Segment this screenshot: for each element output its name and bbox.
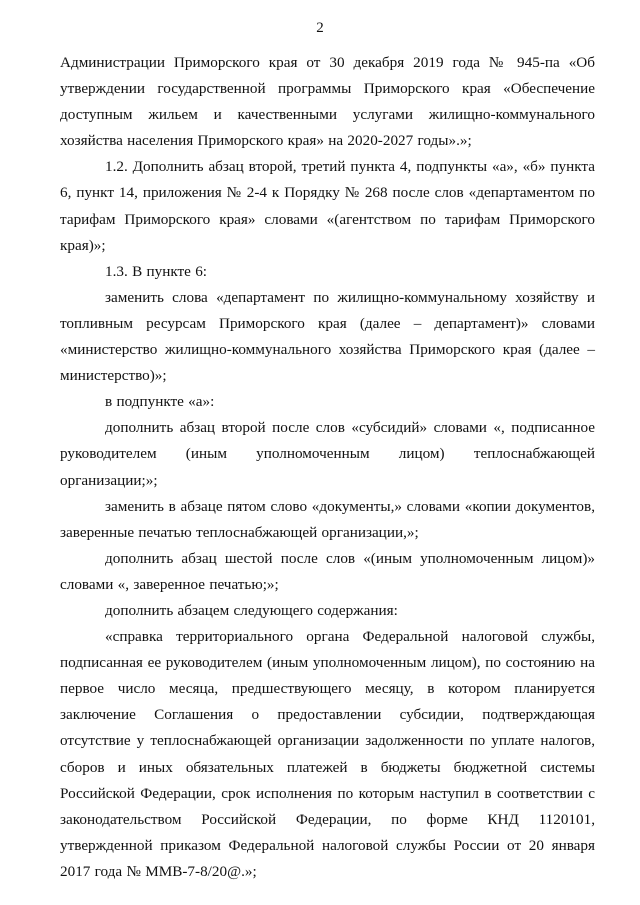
paragraph-continuation: Администрации Приморского края от 30 декабря 2019 года № 945-па «Об утверждении государственной программы Приморского края «Обеспечение доступным жильем и качественными услугами жилищно-коммунального хозяйства населения Приморского края» на 2020-2027 годы».»; — [60, 54, 595, 150]
paragraph-amend-second: дополнить абзац второй после слов «субсидий» словами «, подписанное руководителем (иным уполномоченным лицом) теплоснабжающей организации;»; — [60, 419, 595, 489]
page-number: 2 — [316, 20, 324, 36]
paragraph-item-1-2: 1.2. Дополнить абзац второй, третий пункта 4, подпункты «а», «б» пункта 6, пункт 14, приложения № 2-4 к Порядку № 268 после слов «департаментом по тарифам Приморского края» словами «(агентством по тарифам Приморского края)»; — [60, 158, 595, 254]
paragraph-item-1-3: 1.3. В пункте 6: — [105, 262, 208, 280]
paragraph-subpoint-a: в подпункте «а»: — [105, 393, 215, 411]
paragraph-replace-department: заменить слова «департамент по жилищно-коммунальному хозяйству и топливным ресурсам Приморского края (далее – департамент)» словами «министерство жилищно-коммунального хозяйства Приморского края (далее – министерство)»; — [60, 288, 595, 385]
paragraph-amend-sixth: дополнить абзац шестой после слов «(иным уполномоченным лицом)» словами «, заверенное печатью;»; — [60, 549, 595, 593]
paragraph-add-paragraph: дополнить абзацем следующего содержания: — [105, 601, 398, 619]
paragraph-amend-fifth: заменить в абзаце пятом слово «документы,» словами «копии документов, заверенные печатью теплоснабжающей организации,»; — [60, 497, 595, 541]
paragraph-tax-certificate: «справка территориального органа Федеральной налоговой службы, подписанная ее руководителем (иным уполномоченным лицом), по состоянию на первое число месяца, предшествующего месяцу, в котором планируется заключение Соглашения о предоставлении субсидии, подтверждающая отсутствие у теплоснабжающей организации задолженности по уплате налогов, сборов и иных обязательных платежей в бюджеты бюджетной системы Российской Федерации, срок исполнения по которым наступил в соответствии с законодательством Российской Федерации, по форме КНД 1120101, утвержденной приказом Федеральной налоговой службы России от 20 января 2017 года № ММВ-7-8/20@.»; — [60, 628, 595, 880]
document-body — [60, 50, 595, 885]
